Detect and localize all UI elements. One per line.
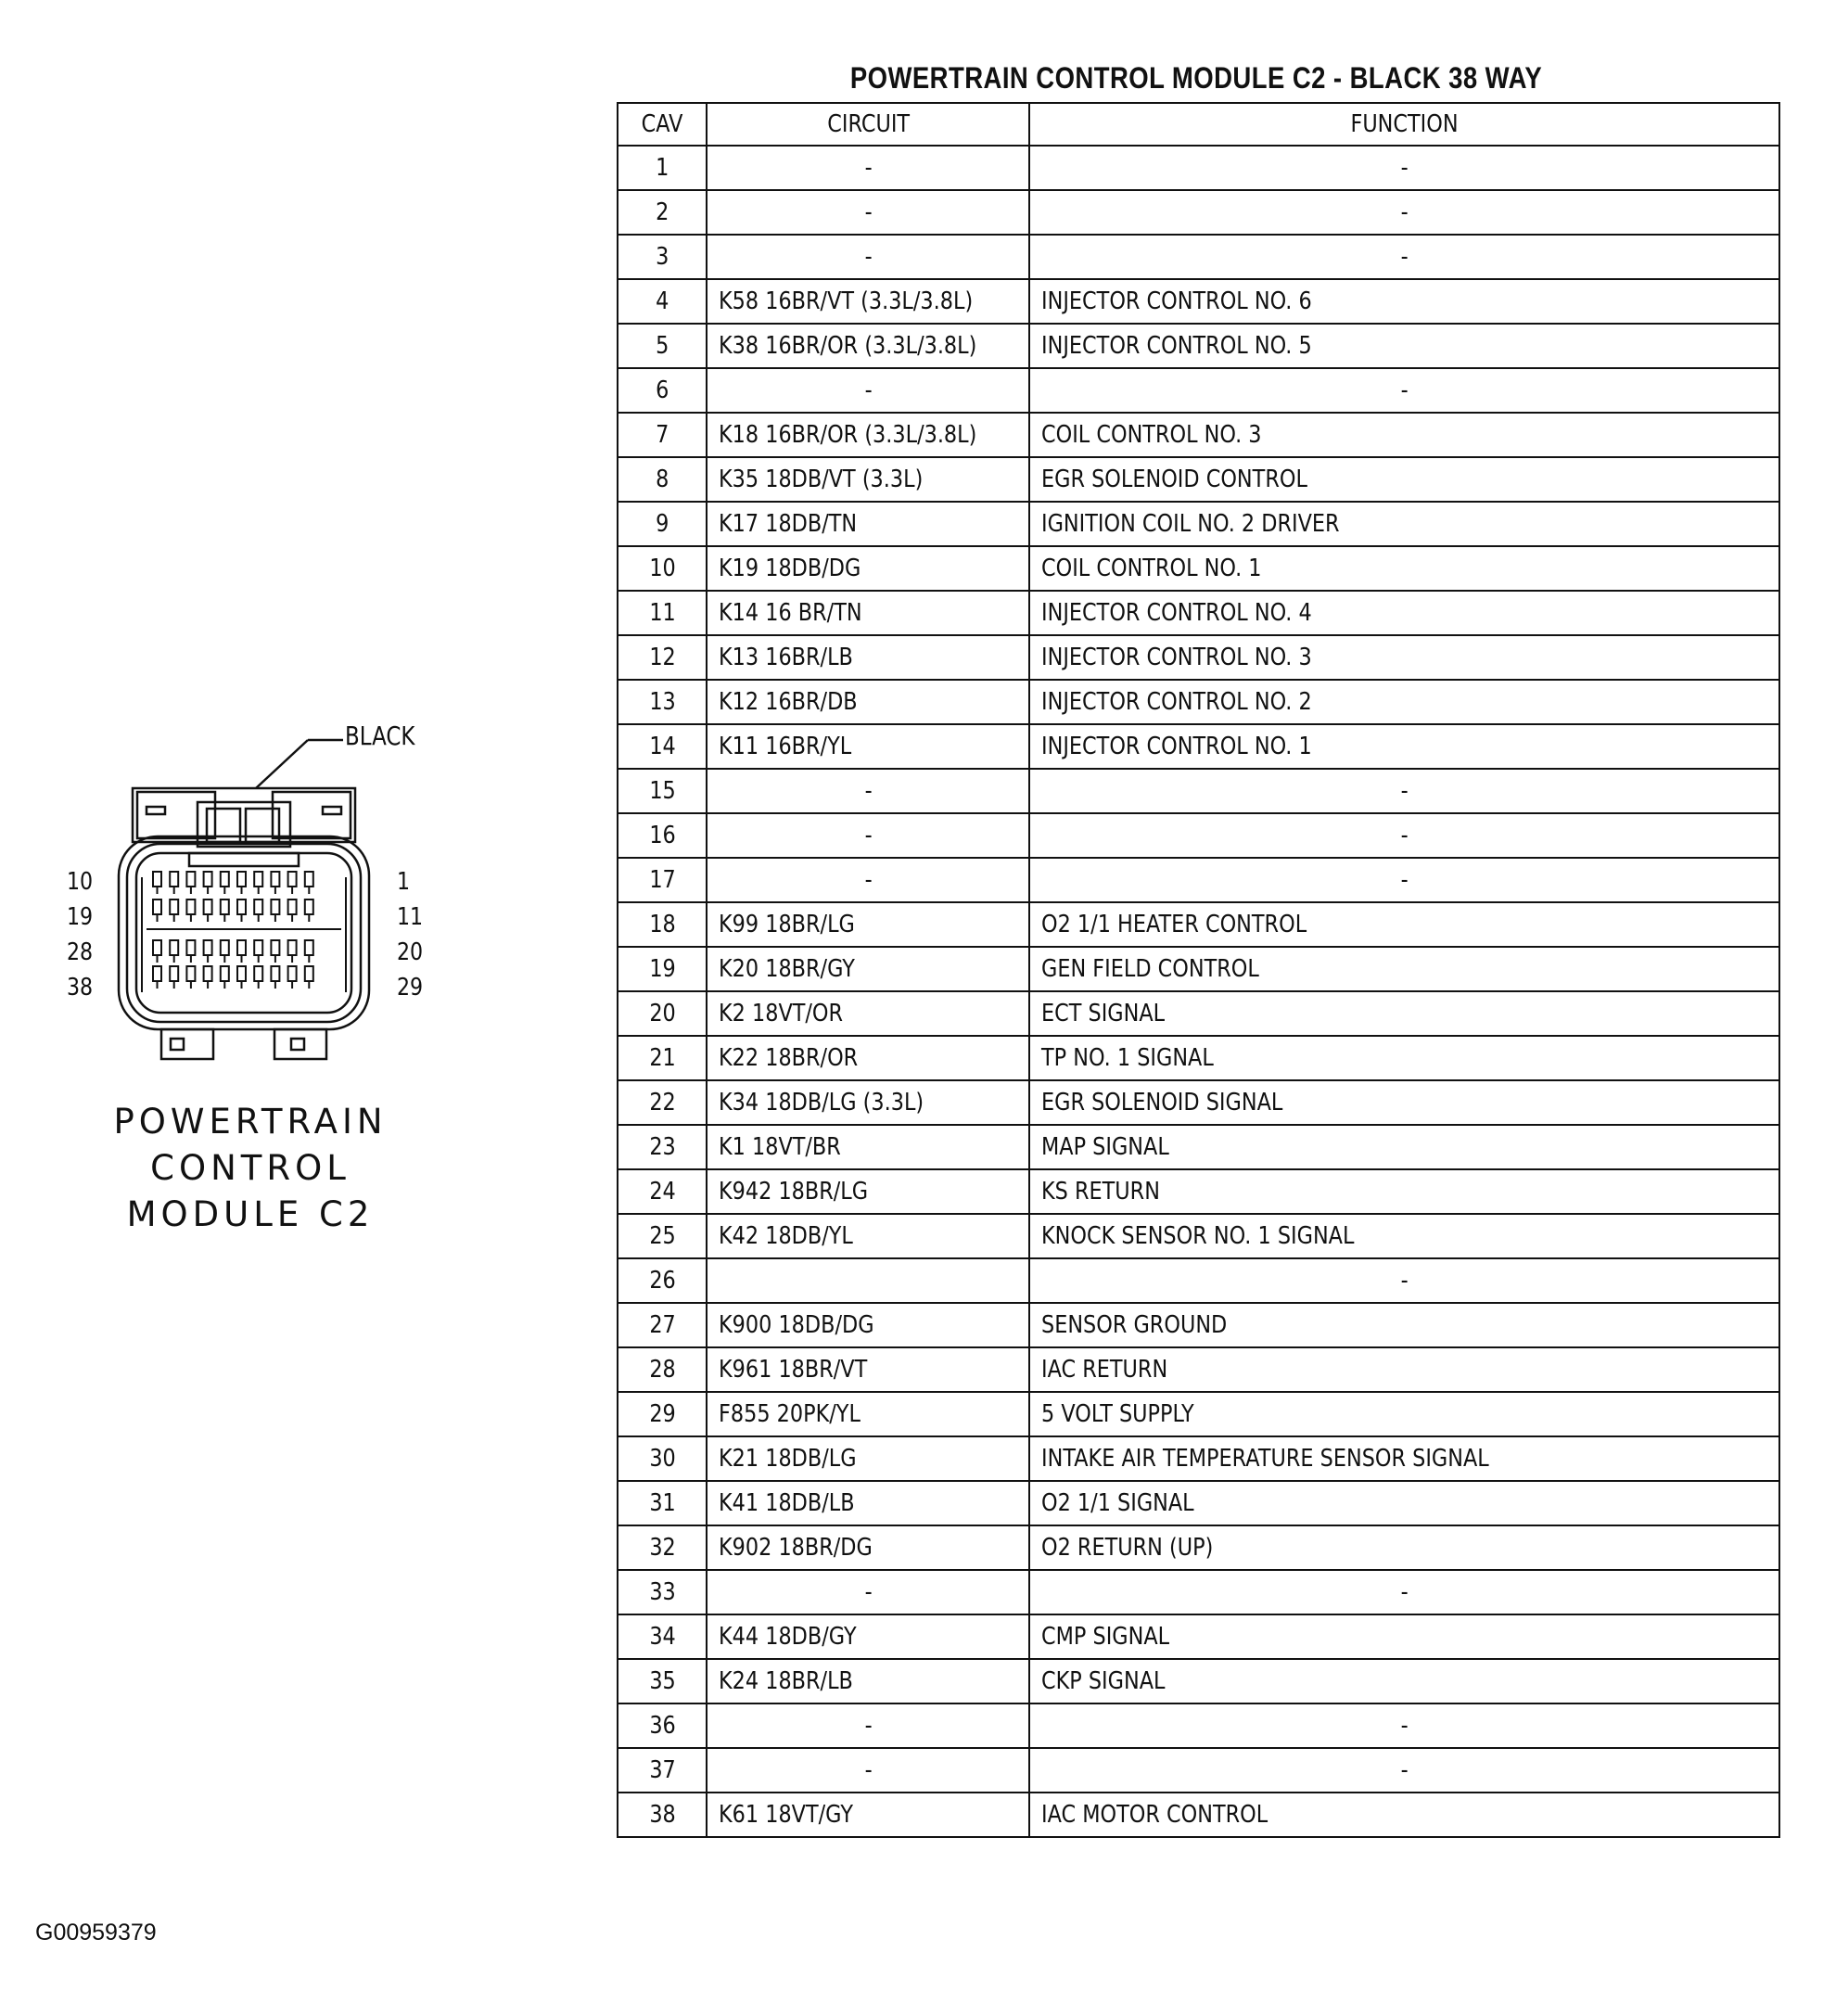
function-cell: INJECTOR CONTROL NO. 5 bbox=[1029, 324, 1779, 368]
table-row bbox=[618, 546, 1779, 591]
pin-label-29: 29 bbox=[397, 974, 424, 1002]
table-row bbox=[618, 1570, 1779, 1614]
pin-cavity bbox=[237, 900, 246, 914]
cav-cell: 12 bbox=[618, 635, 707, 680]
circuit-cell: K2 18VT/OR bbox=[707, 991, 1029, 1036]
function-cell: - bbox=[1029, 235, 1779, 279]
function-cell: O2 RETURN (UP) bbox=[1029, 1525, 1779, 1570]
circuit-cell: K11 16BR/YL bbox=[707, 724, 1029, 769]
circuit-cell: K34 18DB/LG (3.3L) bbox=[707, 1080, 1029, 1125]
table-row bbox=[618, 591, 1779, 635]
function-cell: - bbox=[1029, 190, 1779, 235]
cav-cell: 31 bbox=[618, 1481, 707, 1525]
circuit-cell: - bbox=[707, 858, 1029, 902]
circuit-cell: - bbox=[707, 368, 1029, 413]
pin-cavity bbox=[204, 900, 212, 914]
table-row bbox=[618, 1748, 1779, 1793]
header-cav: CAV bbox=[618, 103, 707, 146]
function-cell: IGNITION COIL NO. 2 DRIVER bbox=[1029, 502, 1779, 546]
cav-cell: 14 bbox=[618, 724, 707, 769]
cav-cell: 35 bbox=[618, 1659, 707, 1703]
function-cell: EGR SOLENOID SIGNAL bbox=[1029, 1080, 1779, 1125]
cav-cell: 8 bbox=[618, 457, 707, 502]
cav-cell: 28 bbox=[618, 1347, 707, 1392]
function-cell: - bbox=[1029, 858, 1779, 902]
cav-cell: 13 bbox=[618, 680, 707, 724]
pin-cavity bbox=[271, 940, 279, 955]
pin-cavity bbox=[305, 900, 313, 914]
circuit-cell: K18 16BR/OR (3.3L/3.8L) bbox=[707, 413, 1029, 457]
cav-cell: 21 bbox=[618, 1036, 707, 1080]
header-function: FUNCTION bbox=[1029, 103, 1779, 146]
table-row bbox=[618, 279, 1779, 324]
circuit-cell: K12 16BR/DB bbox=[707, 680, 1029, 724]
function-cell: COIL CONTROL NO. 3 bbox=[1029, 413, 1779, 457]
pin-cavity bbox=[204, 966, 212, 981]
table-row bbox=[618, 1659, 1779, 1703]
circuit-cell: - bbox=[707, 813, 1029, 858]
pin-cavity bbox=[254, 872, 262, 887]
pin-cavity bbox=[305, 966, 313, 981]
function-cell: INTAKE AIR TEMPERATURE SENSOR SIGNAL bbox=[1029, 1436, 1779, 1481]
pin-label-10: 10 bbox=[67, 868, 94, 896]
circuit-cell: K61 18VT/GY bbox=[707, 1793, 1029, 1837]
pin-cavity bbox=[186, 966, 195, 981]
function-cell: 5 VOLT SUPPLY bbox=[1029, 1392, 1779, 1436]
cav-cell: 6 bbox=[618, 368, 707, 413]
circuit-cell: - bbox=[707, 235, 1029, 279]
table-row bbox=[618, 1258, 1779, 1303]
circuit-cell: - bbox=[707, 146, 1029, 190]
table-row bbox=[618, 502, 1779, 546]
pin-cavity bbox=[170, 900, 178, 914]
table-row bbox=[618, 1525, 1779, 1570]
caption-line-1: POWERTRAIN bbox=[113, 1102, 388, 1142]
circuit-cell: K38 16BR/OR (3.3L/3.8L) bbox=[707, 324, 1029, 368]
cav-cell: 16 bbox=[618, 813, 707, 858]
connector-face-diagram bbox=[46, 714, 436, 1066]
function-cell: INJECTOR CONTROL NO. 2 bbox=[1029, 680, 1779, 724]
cav-cell: 9 bbox=[618, 502, 707, 546]
function-cell: EGR SOLENOID CONTROL bbox=[1029, 457, 1779, 502]
function-cell: KNOCK SENSOR NO. 1 SIGNAL bbox=[1029, 1214, 1779, 1258]
pin-cavity bbox=[288, 872, 297, 887]
function-cell: KS RETURN bbox=[1029, 1169, 1779, 1214]
pin-cavity bbox=[271, 900, 279, 914]
pin-cavity bbox=[186, 940, 195, 955]
circuit-cell: K17 18DB/TN bbox=[707, 502, 1029, 546]
table-row bbox=[618, 991, 1779, 1036]
cav-cell: 29 bbox=[618, 1392, 707, 1436]
table-row bbox=[618, 680, 1779, 724]
table-row bbox=[618, 1303, 1779, 1347]
pin-cavity bbox=[221, 872, 229, 887]
cav-cell: 38 bbox=[618, 1793, 707, 1837]
pin-cavity bbox=[153, 966, 161, 981]
circuit-cell: K44 18DB/GY bbox=[707, 1614, 1029, 1659]
pin-cavity bbox=[288, 900, 297, 914]
circuit-cell bbox=[707, 1258, 1029, 1303]
pin-cavity bbox=[254, 900, 262, 914]
cav-cell: 37 bbox=[618, 1748, 707, 1793]
figure-id: G00959379 bbox=[35, 1920, 157, 1946]
table-row bbox=[618, 1392, 1779, 1436]
pin-label-1: 1 bbox=[397, 868, 411, 896]
table-row bbox=[618, 1614, 1779, 1659]
pin-cavity bbox=[204, 940, 212, 955]
pin-cavity bbox=[153, 900, 161, 914]
function-cell: - bbox=[1029, 813, 1779, 858]
cav-cell: 34 bbox=[618, 1614, 707, 1659]
function-cell: - bbox=[1029, 1748, 1779, 1793]
function-cell: INJECTOR CONTROL NO. 1 bbox=[1029, 724, 1779, 769]
function-cell: ECT SIGNAL bbox=[1029, 991, 1779, 1036]
pin-cavity bbox=[221, 900, 229, 914]
cav-cell: 26 bbox=[618, 1258, 707, 1303]
pin-cavity bbox=[186, 872, 195, 887]
table-row bbox=[618, 635, 1779, 680]
function-cell: CKP SIGNAL bbox=[1029, 1659, 1779, 1703]
cav-cell: 10 bbox=[618, 546, 707, 591]
cav-cell: 17 bbox=[618, 858, 707, 902]
pin-cavity bbox=[237, 940, 246, 955]
cav-cell: 23 bbox=[618, 1125, 707, 1169]
circuit-cell: K900 18DB/DG bbox=[707, 1303, 1029, 1347]
cav-cell: 11 bbox=[618, 591, 707, 635]
function-cell: IAC MOTOR CONTROL bbox=[1029, 1793, 1779, 1837]
pin-cavity bbox=[305, 940, 313, 955]
circuit-cell: K41 18DB/LB bbox=[707, 1481, 1029, 1525]
pin-cavity bbox=[186, 900, 195, 914]
cav-cell: 30 bbox=[618, 1436, 707, 1481]
table-row bbox=[618, 1347, 1779, 1392]
pin-cavity bbox=[221, 966, 229, 981]
table-row bbox=[618, 235, 1779, 279]
pin-cavity bbox=[170, 966, 178, 981]
cav-cell: 25 bbox=[618, 1214, 707, 1258]
pin-label-19: 19 bbox=[67, 903, 94, 931]
pinout-table bbox=[617, 102, 1780, 1838]
pin-cavity bbox=[254, 966, 262, 981]
pin-cavity bbox=[170, 940, 178, 955]
function-cell: - bbox=[1029, 146, 1779, 190]
cav-cell: 7 bbox=[618, 413, 707, 457]
circuit-cell: K20 18BR/GY bbox=[707, 947, 1029, 991]
circuit-cell: K19 18DB/DG bbox=[707, 546, 1029, 591]
header-circuit: CIRCUIT bbox=[707, 103, 1029, 146]
table-row bbox=[618, 724, 1779, 769]
cav-cell: 27 bbox=[618, 1303, 707, 1347]
pin-cavity bbox=[204, 872, 212, 887]
function-cell: TP NO. 1 SIGNAL bbox=[1029, 1036, 1779, 1080]
pin-cavity bbox=[288, 940, 297, 955]
circuit-cell: K42 18DB/YL bbox=[707, 1214, 1029, 1258]
table-row bbox=[618, 413, 1779, 457]
table-row bbox=[618, 1036, 1779, 1080]
function-cell: - bbox=[1029, 1570, 1779, 1614]
function-cell: - bbox=[1029, 1703, 1779, 1748]
cav-cell: 19 bbox=[618, 947, 707, 991]
cav-cell: 15 bbox=[618, 769, 707, 813]
table-header-row bbox=[618, 103, 1779, 146]
circuit-cell: K13 16BR/LB bbox=[707, 635, 1029, 680]
circuit-cell: - bbox=[707, 1570, 1029, 1614]
circuit-cell: K58 16BR/VT (3.3L/3.8L) bbox=[707, 279, 1029, 324]
circuit-cell: K961 18BR/VT bbox=[707, 1347, 1029, 1392]
table-row bbox=[618, 368, 1779, 413]
table-row bbox=[618, 146, 1779, 190]
pin-label-20: 20 bbox=[397, 938, 424, 966]
function-cell: INJECTOR CONTROL NO. 4 bbox=[1029, 591, 1779, 635]
circuit-cell: - bbox=[707, 769, 1029, 813]
function-cell: O2 1/1 SIGNAL bbox=[1029, 1481, 1779, 1525]
table-row bbox=[618, 858, 1779, 902]
table-row bbox=[618, 1169, 1779, 1214]
table-row bbox=[618, 769, 1779, 813]
table-row bbox=[618, 1793, 1779, 1837]
connector-caption bbox=[74, 1099, 427, 1238]
cav-cell: 3 bbox=[618, 235, 707, 279]
table-row bbox=[618, 1080, 1779, 1125]
function-cell: SENSOR GROUND bbox=[1029, 1303, 1779, 1347]
caption-line-3: MODULE C2 bbox=[126, 1194, 375, 1234]
circuit-cell: K942 18BR/LG bbox=[707, 1169, 1029, 1214]
function-cell: GEN FIELD CONTROL bbox=[1029, 947, 1779, 991]
connector-cavities bbox=[142, 872, 346, 992]
table-row bbox=[618, 1125, 1779, 1169]
circuit-cell: K1 18VT/BR bbox=[707, 1125, 1029, 1169]
cav-cell: 32 bbox=[618, 1525, 707, 1570]
pin-cavity bbox=[288, 966, 297, 981]
table-row bbox=[618, 1703, 1779, 1748]
cav-cell: 33 bbox=[618, 1570, 707, 1614]
circuit-cell: K21 18DB/LG bbox=[707, 1436, 1029, 1481]
table-row bbox=[618, 457, 1779, 502]
cav-cell: 18 bbox=[618, 902, 707, 947]
function-cell: O2 1/1 HEATER CONTROL bbox=[1029, 902, 1779, 947]
table-row bbox=[618, 1214, 1779, 1258]
cav-cell: 36 bbox=[618, 1703, 707, 1748]
function-cell: IAC RETURN bbox=[1029, 1347, 1779, 1392]
pin-label-11: 11 bbox=[397, 903, 424, 931]
circuit-cell: K99 18BR/LG bbox=[707, 902, 1029, 947]
circuit-cell: - bbox=[707, 1748, 1029, 1793]
table-row bbox=[618, 324, 1779, 368]
pin-label-38: 38 bbox=[67, 974, 94, 1002]
circuit-cell: K35 18DB/VT (3.3L) bbox=[707, 457, 1029, 502]
function-cell: - bbox=[1029, 368, 1779, 413]
connector-color-callout: BLACK bbox=[345, 721, 415, 751]
function-cell: - bbox=[1029, 1258, 1779, 1303]
cav-cell: 20 bbox=[618, 991, 707, 1036]
circuit-cell: K24 18BR/LB bbox=[707, 1659, 1029, 1703]
circuit-cell: - bbox=[707, 1703, 1029, 1748]
pin-cavity bbox=[254, 940, 262, 955]
cav-cell: 24 bbox=[618, 1169, 707, 1214]
circuit-cell: K22 18BR/OR bbox=[707, 1036, 1029, 1080]
table-row bbox=[618, 190, 1779, 235]
pin-cavity bbox=[237, 872, 246, 887]
pin-cavity bbox=[153, 872, 161, 887]
circuit-cell: K902 18BR/DG bbox=[707, 1525, 1029, 1570]
caption-line-2: CONTROL bbox=[150, 1148, 351, 1188]
table-row bbox=[618, 1481, 1779, 1525]
pin-cavity bbox=[221, 940, 229, 955]
pin-cavity bbox=[153, 940, 161, 955]
circuit-cell: K14 16 BR/TN bbox=[707, 591, 1029, 635]
function-cell: CMP SIGNAL bbox=[1029, 1614, 1779, 1659]
pin-cavity bbox=[170, 872, 178, 887]
function-cell: MAP SIGNAL bbox=[1029, 1125, 1779, 1169]
cav-cell: 5 bbox=[618, 324, 707, 368]
table-title: POWERTRAIN CONTROL MODULE C2 - BLACK 38 WAY bbox=[849, 61, 1543, 95]
pin-label-28: 28 bbox=[67, 938, 94, 966]
function-cell: INJECTOR CONTROL NO. 3 bbox=[1029, 635, 1779, 680]
circuit-cell: F855 20PK/YL bbox=[707, 1392, 1029, 1436]
table-row bbox=[618, 1436, 1779, 1481]
table-row bbox=[618, 813, 1779, 858]
circuit-cell: - bbox=[707, 190, 1029, 235]
table-row bbox=[618, 947, 1779, 991]
function-cell: INJECTOR CONTROL NO. 6 bbox=[1029, 279, 1779, 324]
table-row bbox=[618, 902, 1779, 947]
cav-cell: 2 bbox=[618, 190, 707, 235]
pin-cavity bbox=[305, 872, 313, 887]
function-cell: COIL CONTROL NO. 1 bbox=[1029, 546, 1779, 591]
pin-cavity bbox=[271, 966, 279, 981]
cav-cell: 1 bbox=[618, 146, 707, 190]
cav-cell: 4 bbox=[618, 279, 707, 324]
cav-cell: 22 bbox=[618, 1080, 707, 1125]
pin-cavity bbox=[271, 872, 279, 887]
pin-cavity bbox=[237, 966, 246, 981]
function-cell: - bbox=[1029, 769, 1779, 813]
